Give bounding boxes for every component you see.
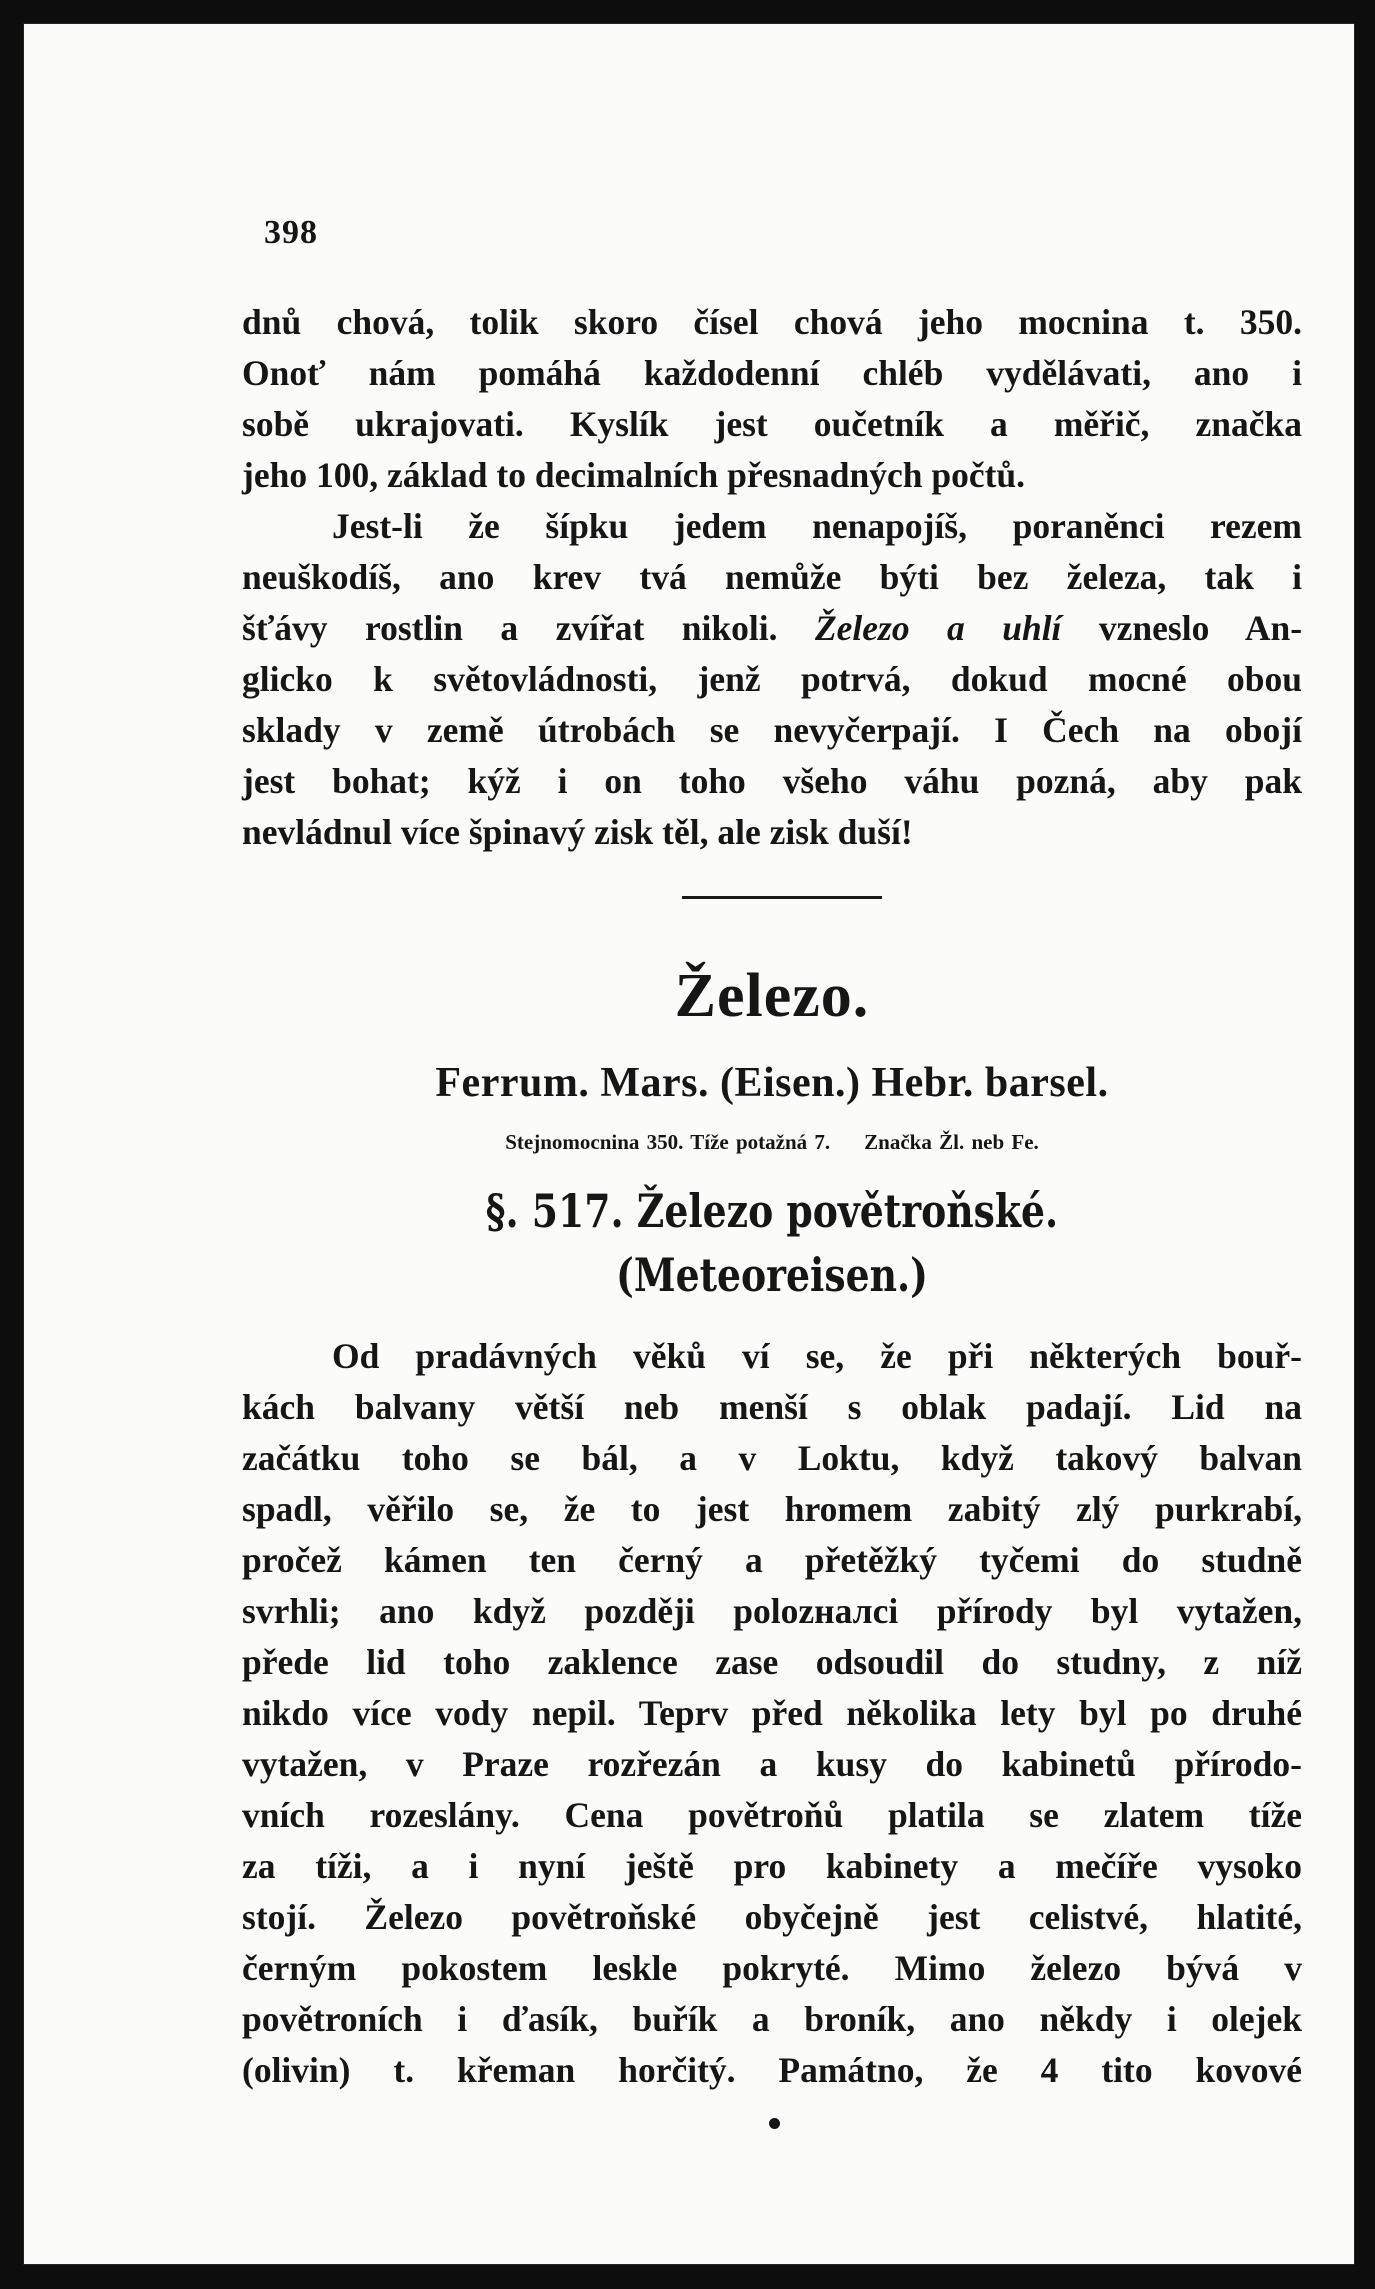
section-divider (682, 896, 882, 899)
text-line: jest bohat; kýž i on toho všeho váhu pozná, aby pak (242, 761, 1302, 801)
text-line: sobě ukrajovati. Kyslík jest oučetník a měřič, značka (242, 404, 1302, 444)
section-paragraph (242, 1331, 1302, 2096)
second-paragraph (242, 501, 1302, 858)
text-line: vních rozeslány. Cena povětroňů platila se zlatem tíže (242, 1795, 1302, 1835)
text-line: spadl, věřilo se, že to jest hromem zabitý zlý purkrabí, (242, 1489, 1302, 1529)
text-line: glicko k světovládnosti, jenž potrvá, dokud mocné obou (242, 659, 1302, 699)
text-segment: vzneslo An- (1098, 608, 1303, 648)
text-line: černým pokostem leskle pokryté. Mimo železo bývá v (242, 1948, 1302, 1988)
chapter-subtitle: Ferrum. Mars. (Eisen.) Hebr. barsel. (435, 1060, 1109, 1106)
text-segment: šťávy rostlin a zvířat nikoli. (242, 608, 778, 648)
page-content (242, 214, 1302, 2129)
text-line: dnů chová, tolik skoro čísel chová jeho mocnina t. 350. (242, 302, 1302, 342)
text-line: stojí. Železo povětroňské obyčejně jest celistvé, hlatité, (242, 1897, 1302, 1937)
text-line: nikdo více vody nepil. Teprv před několika lety byl po druhé (242, 1693, 1302, 1733)
text-line-with-italic (242, 603, 1302, 654)
chapter-properties (242, 1127, 1302, 1157)
page-dot-mark (769, 2118, 780, 2129)
text-line: svrhli; ano když později polozналci přírody byl vytažen, (242, 1591, 1302, 1631)
text-line: sklady v země útrobách se nevyčerpají. I Čech na obojí (242, 710, 1302, 750)
text-line: Od pradávných věků ví se, že při některých bouř- (332, 1336, 1302, 1376)
property-symbol: Značka Žl. neb Fe. (864, 1130, 1039, 1154)
text-line: neuškodíš, ano krev tvá nemůže býti bez železa, tak i (242, 557, 1302, 597)
page-number: 398 (264, 214, 318, 251)
text-line: povětroních i ďasík, buřík a broník, ano někdy i olejek (242, 1999, 1302, 2039)
text-line: jeho 100, základ to decimalních přesnadných počtů. (242, 455, 1026, 495)
chapter-title: Železo. (674, 962, 870, 1030)
text-line: pročež kámen ten černý a přetěžký tyčemi do studně (242, 1540, 1302, 1580)
text-line: začátku toho se bál, a v Loktu, když takový balvan (242, 1438, 1302, 1478)
text-line: Onoť nám pomáhá každodenní chléb vydělávati, ano i (242, 353, 1302, 393)
text-line: vytažen, v Praze rozřezán a kusy do kabinetů přírodo- (242, 1744, 1302, 1784)
text-line: Jest-li že šípku jedem nenapojíš, poraněnci rezem (332, 506, 1302, 546)
text-line: nevládnul více špinavý zisk těl, ale zisk duší! (242, 812, 913, 852)
text-line: za tíži, a i nyní ještě pro kabinety a mečíře vysoko (242, 1846, 1302, 1886)
intro-paragraph (242, 297, 1302, 501)
text-line: kách balvany větší neb menší s oblak padají. Lid na (242, 1387, 1302, 1427)
italic-phrase: Železo a uhlí (814, 608, 1062, 648)
property-weight: Stejnomocnina 350. Tíže potažná 7. (505, 1130, 831, 1154)
section-title: §. 517. Železo povětroňské. (Meteoreisen.) (485, 1184, 1059, 1302)
text-line: přede lid toho zaklence zase odsoudil do studny, z níž (242, 1642, 1302, 1682)
text-line: (olivin) t. křeman horčitý. Památno, že 4 tito kovové (242, 2050, 1302, 2090)
document-page (24, 24, 1354, 2264)
